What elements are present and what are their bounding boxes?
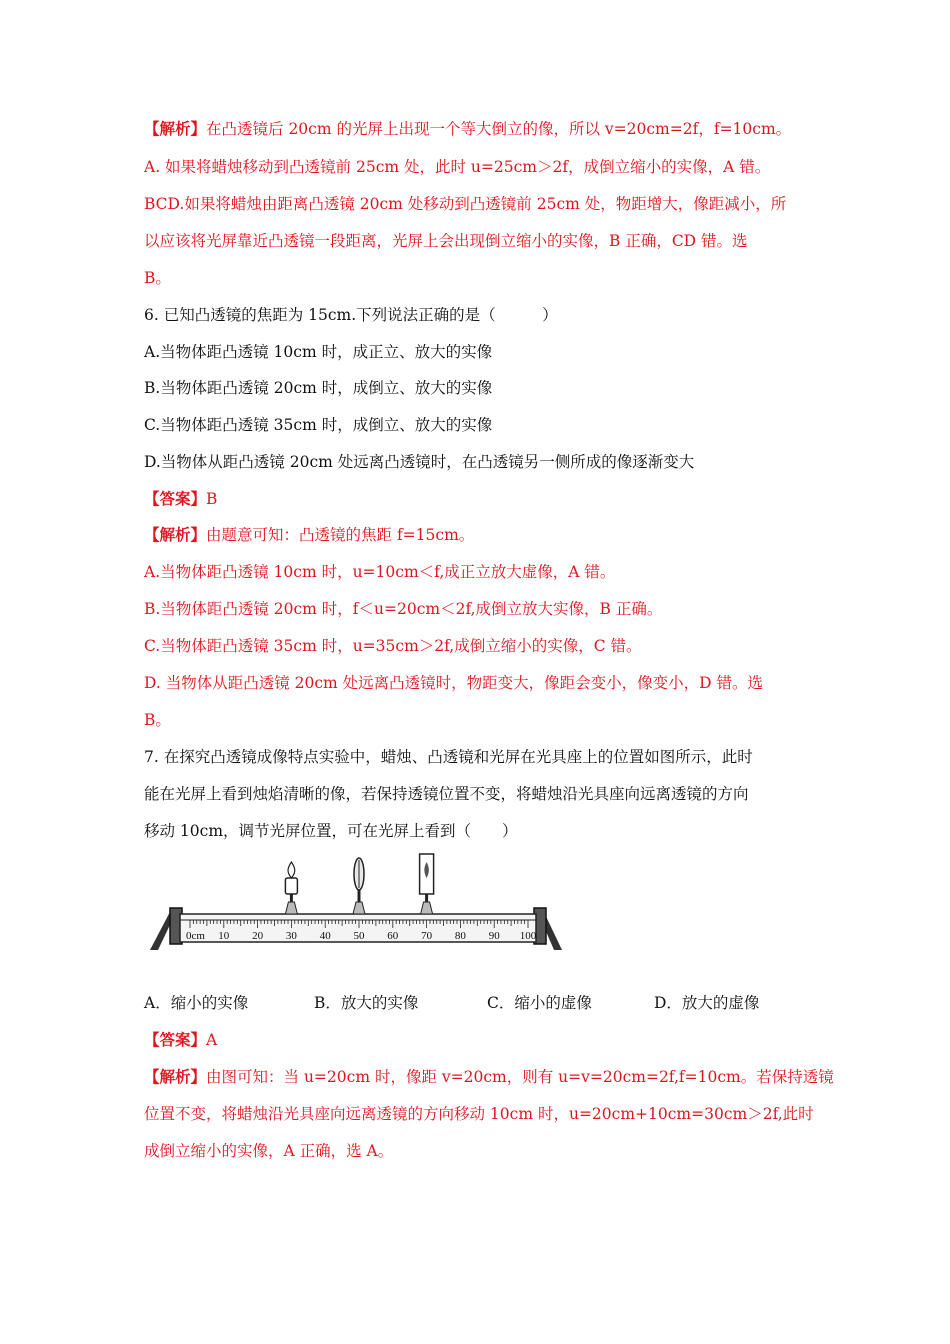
ruler-label-0cm: 0cm bbox=[186, 930, 205, 942]
q7-answer-line bbox=[144, 1030, 217, 1050]
q7-option-c: C．缩小的虚像 bbox=[487, 994, 592, 1012]
ruler-label: 10 bbox=[218, 930, 230, 942]
q6-option-a: A.当物体距凸透镜 10cm 时，成正立、放大的实像 bbox=[144, 343, 493, 361]
q5-analysis-line bbox=[144, 119, 791, 139]
q5-analysis-line-a: A. 如果将蜡烛移动到凸透镜前 25cm 处，此时 u=25cm＞2f，成倒立缩小的实像，A 错。 bbox=[144, 158, 771, 176]
optical-bench-figure bbox=[148, 850, 568, 960]
ruler-label: 60 bbox=[387, 930, 399, 942]
ruler-label: 40 bbox=[319, 930, 331, 942]
q5-analysis-line-end: B。 bbox=[144, 269, 171, 287]
q7-stem-line-2: 能在光屏上看到烛焰清晰的像，若保持透镜位置不变，将蜡烛沿光具座向远离透镜的方向 bbox=[144, 785, 749, 803]
q6-option-b: B.当物体距凸透镜 20cm 时，成倒立、放大的实像 bbox=[144, 379, 493, 397]
analysis-tag: 【解析】 bbox=[144, 1067, 207, 1086]
q6-option-d: D.当物体从距凸透镜 20cm 处远离凸透镜时，在凸透镜另一侧所成的像逐渐变大 bbox=[144, 453, 695, 471]
q5-analysis-text: 在凸透镜后 20cm 的光屏上出现一个等大倒立的像，所以 v=20cm=2f，f=10cm。 bbox=[206, 120, 792, 138]
q7-stem-line-1: 7. 在探究凸透镜成像特点实验中，蜡烛、凸透镜和光屏在光具座上的位置如图所示，此时 bbox=[144, 748, 753, 766]
q6-analysis-d: D. 当物体从距凸透镜 20cm 处远离凸透镜时，物距变大，像距会变小，像变小，D 错。选 bbox=[144, 674, 764, 692]
q6-analysis-a: A.当物体距凸透镜 10cm 时，u=10cm＜f,成正立放大虚像，A 错。 bbox=[144, 563, 616, 581]
q6-analysis-c: C.当物体距凸透镜 35cm 时，u=35cm＞2f,成倒立缩小的实像，C 错。 bbox=[144, 637, 642, 655]
ruler-label: 20 bbox=[252, 930, 264, 942]
q6-analysis-text: 由题意可知：凸透镜的焦距 f=15cm。 bbox=[206, 526, 475, 544]
q7-option-d: D．放大的虚像 bbox=[654, 994, 760, 1012]
ruler-label: 50 bbox=[353, 930, 365, 942]
q6-answer: B bbox=[206, 490, 218, 508]
ruler-label: 70 bbox=[421, 930, 433, 942]
q7-analysis-line-2: 位置不变，将蜡烛沿光具座向远离透镜的方向移动 10cm 时，u=20cm+10cm=30cm＞2f,此时 bbox=[144, 1105, 814, 1123]
q7-option-a: A．缩小的实像 bbox=[144, 994, 249, 1012]
q6-analysis-line bbox=[144, 525, 474, 545]
q7-analysis-text: 由图可知：当 u=20cm 时，像距 v=20cm，则有 u=v=20cm=2f,f=10cm。若保持透镜 bbox=[206, 1068, 834, 1086]
q6-analysis-b: B.当物体距凸透镜 20cm 时，f＜u=20cm＜2f,成倒立放大实像，B 正确。 bbox=[144, 600, 663, 618]
q7-answer: A bbox=[206, 1031, 218, 1049]
ruler-label: 80 bbox=[454, 930, 466, 942]
ruler-label: 100 bbox=[519, 930, 537, 942]
q6-option-c: C.当物体距凸透镜 35cm 时，成倒立、放大的实像 bbox=[144, 416, 493, 434]
candle bbox=[285, 862, 297, 914]
analysis-tag: 【解析】 bbox=[144, 119, 207, 138]
ruler-label: 90 bbox=[488, 930, 500, 942]
q7-option-b: B．放大的实像 bbox=[314, 994, 419, 1012]
convex-lens bbox=[353, 858, 365, 914]
q7-analysis-line-1 bbox=[144, 1067, 834, 1087]
q6-answer-line bbox=[144, 489, 217, 509]
q6-stem: 6. 已知凸透镜的焦距为 15cm.下列说法正确的是（ ） bbox=[144, 306, 558, 324]
q7-stem-line-3: 移动 10cm，调节光屏位置，可在光屏上看到（ ） bbox=[144, 822, 518, 840]
answer-tag: 【答案】 bbox=[144, 489, 207, 508]
answer-tag: 【答案】 bbox=[144, 1030, 207, 1049]
q5-analysis-line-bcd: BCD.如果将蜡烛由距离凸透镜 20cm 处移动到凸透镜前 25cm 处，物距增大，像距减小，所 bbox=[144, 195, 787, 213]
q5-analysis-line-cont: 以应该将光屏靠近凸透镜一段距离，光屏上会出现倒立缩小的实像，B 正确，CD 错。选 bbox=[144, 232, 748, 250]
q6-analysis-end: B。 bbox=[144, 711, 171, 729]
light-screen bbox=[420, 854, 434, 914]
analysis-tag: 【解析】 bbox=[144, 525, 207, 544]
ruler-label: 30 bbox=[285, 930, 297, 942]
q7-analysis-line-3: 成倒立缩小的实像，A 正确，选 A。 bbox=[144, 1142, 394, 1160]
